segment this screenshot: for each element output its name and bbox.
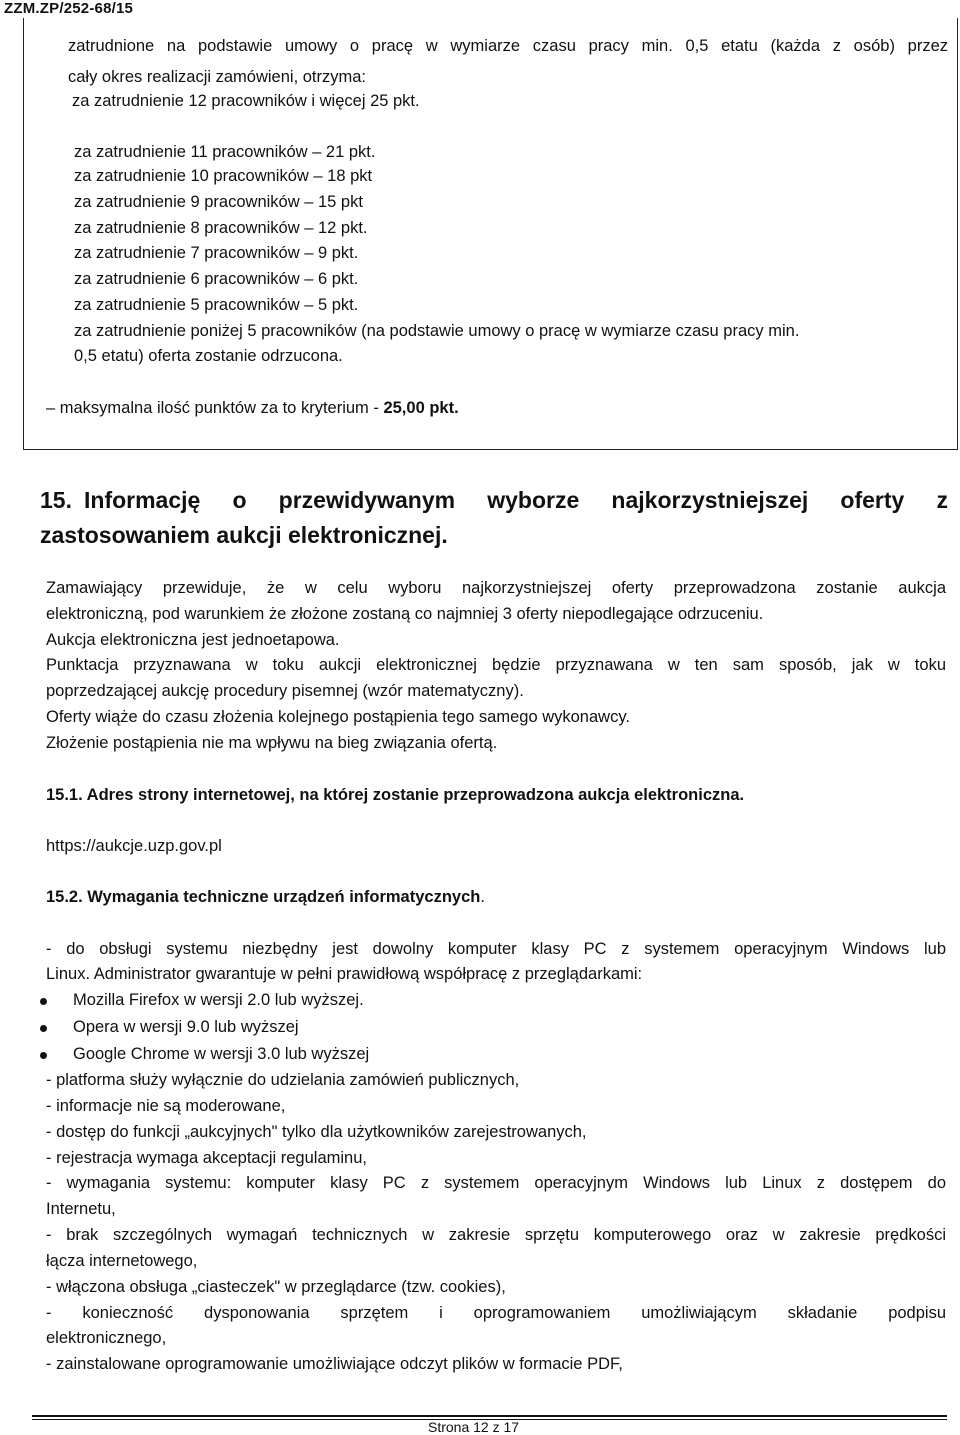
auction-url[interactable]: https://aukcje.uzp.gov.pl: [46, 837, 222, 855]
max-points-value: 25,00 pkt.: [383, 399, 459, 417]
section-15-number: 15.: [40, 487, 72, 513]
requirement-item: - dostęp do funkcji „aukcyjnych" tylko dla użytkowników zarejestrowanych,: [46, 1123, 587, 1141]
criterion-intro-line3: za zatrudnienie 12 pracowników i więcej 25 pkt.: [72, 92, 420, 110]
paragraph-2: Aukcja elektroniczna jest jednoetapowa.: [46, 631, 340, 649]
paragraph-5: Złożenie postąpienia nie ma wpływu na bieg związania ofertą.: [46, 734, 498, 752]
no-special-requirements-line2: łącza internetowego,: [46, 1252, 198, 1270]
browser-item: Google Chrome w wersji 3.0 lub wyższej: [73, 1045, 370, 1063]
signature-requirement-line1: - konieczność dysponowania sprzętem i oprogramowaniem umożliwiającym składanie podpisu: [46, 1304, 946, 1322]
requirement-item: - rejestracja wymaga akceptacji regulaminu,: [46, 1149, 367, 1167]
below-five-line1: za zatrudnienie poniżej 5 pracowników (na podstawie umowy o pracę w wymiarze czasu pracy min.: [74, 322, 800, 340]
max-points-label: – maksymalna ilość punktów za to kryterium -: [46, 399, 384, 417]
signature-requirement-line2: elektronicznego,: [46, 1329, 167, 1347]
page-number: Strona 12 z 17: [428, 1419, 520, 1435]
below-five-line2: 0,5 etatu) oferta zostanie odrzucona.: [74, 347, 343, 365]
paragraph-1-line1: Zamawiający przewiduje, że w celu wyboru najkorzystniejszej oferty przeprowadzona zostanie aukcja: [46, 579, 946, 597]
score-line: za zatrudnienie 5 pracowników – 5 pkt.: [74, 296, 359, 314]
bullet-icon: [40, 1025, 47, 1032]
bullet-icon: [40, 998, 47, 1005]
score-line: za zatrudnienie 9 pracowników – 15 pkt: [74, 193, 363, 211]
score-line: za zatrudnienie 6 pracowników – 6 pkt.: [74, 270, 359, 288]
section-15-2-heading-dot: .: [480, 888, 485, 906]
paragraph-3-line2: poprzedzającej aukcję procedury pisemnej (wzór matematyczny).: [46, 682, 524, 700]
paragraph-1-line2: elektroniczną, pod warunkiem że złożone zostaną co najmniej 3 oferty niepodlegające odrzuceniu.: [46, 605, 764, 623]
paragraph-4: Oferty wiąże do czasu złożenia kolejnego postąpienia tego samego wykonawcy.: [46, 708, 630, 726]
section-15-1-heading: 15.1. Adres strony internetowej, na której zostanie przeprowadzona aukcja elektroniczna.: [46, 786, 745, 804]
browser-item: Mozilla Firefox w wersji 2.0 lub wyższej.: [73, 991, 364, 1009]
document-reference: ZZM.ZP/252-68/15: [4, 0, 134, 17]
cookies-requirement: - włączona obsługa „ciasteczek" w przeglądarce (tzw. cookies),: [46, 1278, 506, 1296]
pdf-requirement: - zainstalowane oprogramowanie umożliwiające odczyt plików w formacie PDF,: [46, 1355, 623, 1373]
no-special-requirements-line1: - brak szczególnych wymagań technicznych w zakresie sprzętu komputerowego oraz w zakresie prędkości: [46, 1226, 946, 1244]
score-line: za zatrudnienie 7 pracowników – 9 pkt.: [74, 244, 359, 262]
footer-divider: [32, 1415, 947, 1417]
section-15-2-heading: 15.2. Wymagania techniczne urządzeń informatycznych: [46, 888, 481, 906]
section-15-title-line2: zastosowaniem aukcji elektronicznej.: [40, 522, 448, 548]
requirement-pc-line1: - do obsługi systemu niezbędny jest dowolny komputer klasy PC z systemem operacyjnym Windows lub: [46, 940, 946, 958]
requirement-item: - platforma służy wyłącznie do udzielania zamówień publicznych,: [46, 1071, 520, 1089]
browser-item: Opera w wersji 9.0 lub wyższej: [73, 1018, 299, 1036]
requirement-item: - informacje nie są moderowane,: [46, 1097, 286, 1115]
score-line: za zatrudnienie 11 pracowników – 21 pkt.: [74, 143, 376, 161]
system-requirements-line1: - wymagania systemu: komputer klasy PC z systemem operacyjnym Windows lub Linux z dostępem do: [46, 1174, 946, 1192]
system-requirements-line2: Internetu,: [46, 1200, 116, 1218]
requirement-pc-line2: Linux. Administrator gwarantuje w pełni prawidłową współpracę z przeglądarkami:: [46, 965, 643, 983]
score-line: za zatrudnienie 8 pracowników – 12 pkt.: [74, 219, 368, 237]
max-points-line: [46, 399, 459, 418]
score-line: za zatrudnienie 10 pracowników – 18 pkt: [74, 167, 373, 185]
paragraph-3-line1: Punktacja przyznawana w toku aukcji elektronicznej będzie przyznawana w ten sam sposób, jak w toku: [46, 656, 946, 674]
bullet-icon: [40, 1052, 47, 1059]
criterion-intro-line1: zatrudnione na podstawie umowy o pracę w wymiarze czasu pracy min. 0,5 etatu (każda z osób) przez: [68, 37, 948, 55]
section-15-title-line1: Informację o przewidywanym wyborze najkorzystniejszej oferty z: [84, 487, 948, 513]
criterion-intro-line2: cały okres realizacji zamówieni, otrzyma:: [68, 68, 367, 86]
section-15-2-heading-line: [46, 888, 485, 907]
